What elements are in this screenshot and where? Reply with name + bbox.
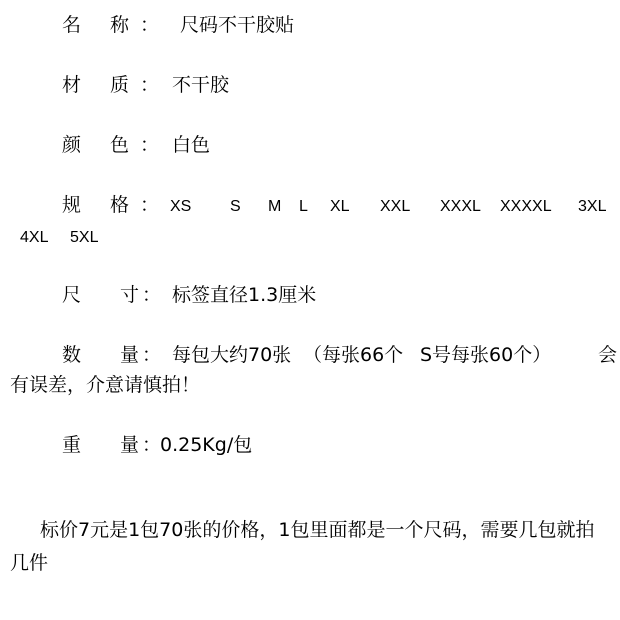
- spec-label-char: 量: [120, 344, 140, 366]
- spec-label-char: 数: [62, 344, 82, 366]
- size-option: XS: [170, 198, 192, 215]
- spec-label-char: 名: [62, 14, 82, 36]
- size-option: 3XL: [578, 198, 607, 215]
- spec-separator: ：: [140, 194, 160, 216]
- spec-value-quantity-note: 有误差，介意请慎拍！: [10, 374, 201, 396]
- spec-value-name: 尺码不干胶贴: [180, 14, 295, 36]
- spec-label-char: 质: [110, 74, 130, 96]
- size-option: M: [268, 198, 282, 215]
- spec-value-quantity: 每包大约70张: [172, 344, 292, 366]
- spec-separator: ：: [142, 434, 162, 456]
- spec-separator: ：: [142, 284, 162, 306]
- spec-row-material: [0, 75, 620, 97]
- spec-label-char: 格: [110, 194, 130, 216]
- spec-row-quantity: [0, 345, 620, 367]
- size-option: S: [230, 198, 241, 215]
- price-note-text: 标价7元是1包70张的价格，1包里面都是一个尺码，需要几包就拍: [40, 519, 595, 541]
- spec-value-quantity-detail: （每张66个: [303, 344, 404, 366]
- spec-separator: ：: [140, 14, 160, 36]
- price-note-line: [0, 553, 620, 575]
- price-note-line: [0, 520, 620, 542]
- spec-label-char: 称: [110, 14, 130, 36]
- spec-row-sizes-continued: [0, 226, 620, 248]
- size-option: XXXL: [440, 198, 481, 215]
- size-option: 4XL: [20, 229, 49, 246]
- spec-value-material: 不干胶: [172, 74, 230, 96]
- size-option: L: [299, 198, 308, 215]
- spec-label-char: 量: [120, 434, 140, 456]
- spec-row-quantity-continued: [0, 375, 620, 397]
- spec-label-char: 色: [110, 134, 130, 156]
- size-option: XXL: [380, 198, 411, 215]
- spec-row-color: [0, 135, 620, 157]
- spec-value-dimension: 标签直径1.3厘米: [172, 284, 317, 306]
- spec-value-quantity-detail: S号每张60个）: [420, 344, 552, 366]
- spec-separator: ：: [140, 134, 160, 156]
- spec-label-char: 颜: [62, 134, 82, 156]
- size-option: XXXXL: [500, 198, 552, 215]
- spec-value-color: 白色: [172, 134, 211, 156]
- spec-separator: ：: [140, 74, 160, 96]
- spec-label-char: 重: [62, 434, 82, 456]
- spec-value-weight: 0.25Kg/包: [160, 434, 253, 456]
- spec-value-quantity-note: 会: [598, 344, 618, 366]
- spec-label-char: 尺: [62, 284, 82, 306]
- spec-row-name: [0, 15, 620, 37]
- spec-row-sizes: [0, 195, 620, 217]
- spec-label-char: 寸: [120, 284, 140, 306]
- spec-separator: ：: [142, 344, 162, 366]
- size-option: XL: [330, 198, 350, 215]
- spec-row-weight: [0, 435, 620, 457]
- spec-label-char: 材: [62, 74, 82, 96]
- price-note-text: 几件: [10, 552, 49, 574]
- spec-label-char: 规: [62, 194, 82, 216]
- spec-row-dimension: [0, 285, 620, 307]
- size-option: 5XL: [70, 229, 99, 246]
